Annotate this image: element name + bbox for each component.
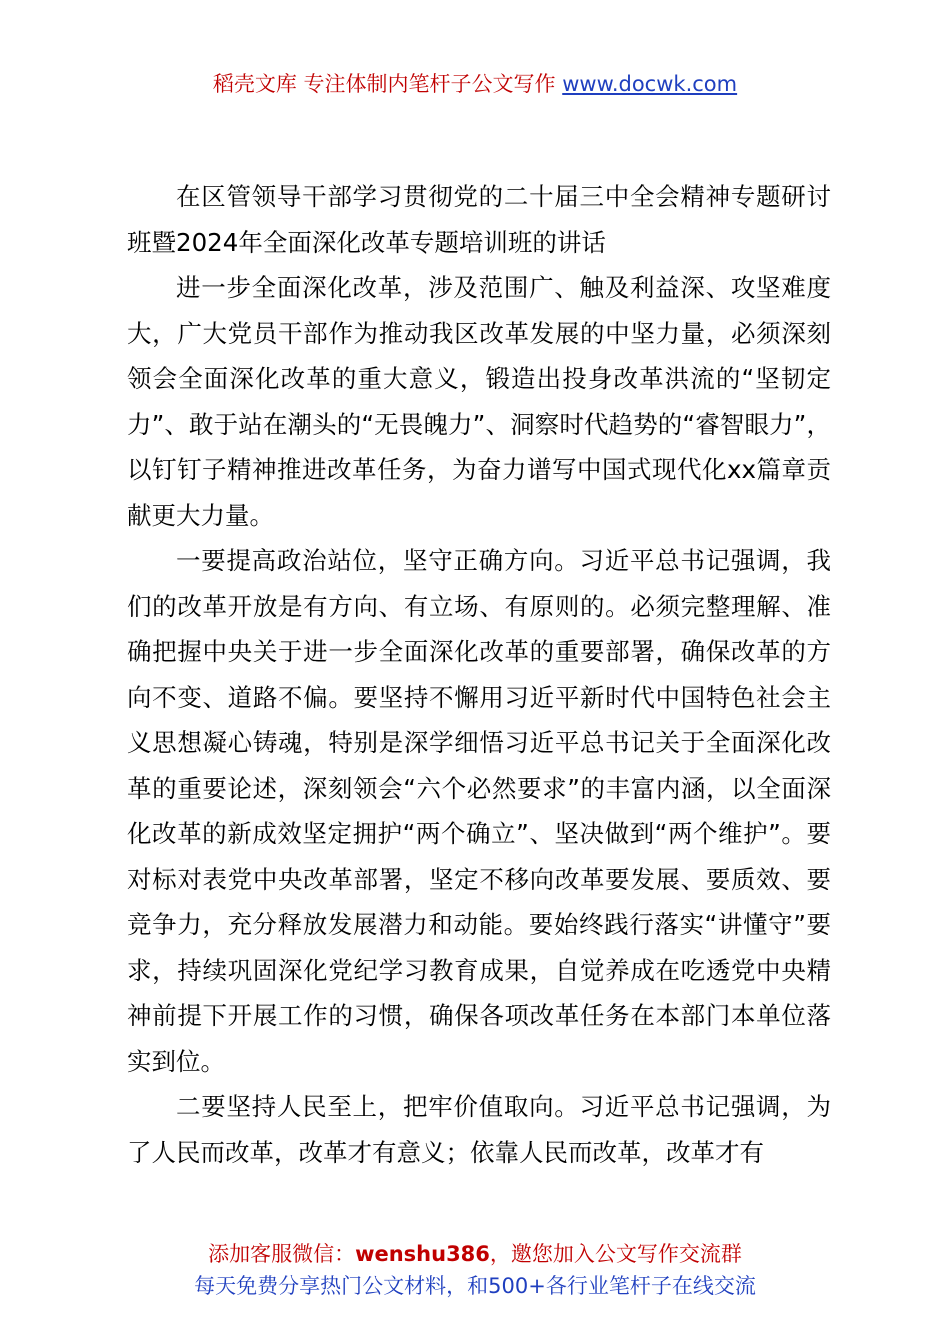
site-header <box>0 68 950 100</box>
promo-wechat-prefix: 添加客服微信： <box>208 1242 356 1266</box>
promo-line-share: 每天免费分享热门公文材料，和500+各行业笔杆子在线交流 <box>194 1274 756 1298</box>
site-url-link[interactable]: www.docwk.com <box>562 72 738 96</box>
promo-wechat-suffix: ，邀您加入公文写作交流群 <box>489 1242 742 1266</box>
site-brand-text: 稻壳文库 专注体制内笔杆子公文写作 <box>212 72 563 96</box>
paragraph-point-two: 二要坚持人民至上，把牢价值取向。习近平总书记强调，为了人民而改革，改革才有意义；依靠人民而改革，改革才有 <box>127 1092 831 1167</box>
paragraph-intro: 进一步全面深化改革，涉及范围广、触及利益深、攻坚难度大，广大党员干部作为推动我区改革发展的中坚力量，必须深刻领会全面深化改革的重大意义，锻造出投身改革洪流的“坚韧定力”、敢于站在潮头的“无畏魄力”、洞察时代趋势的“睿智眼力”，以钉钉子精神推进改革任务，为奋力谱写中国式现代化xx篇章贡献更大力量。 <box>127 273 831 530</box>
paragraph-point-one: 一要提高政治站位，坚守正确方向。习近平总书记强调，我们的改革开放是有方向、有立场、有原则的。必须完整理解、准确把握中央关于进一步全面深化改革的重要部署，确保改革的方向不变、道路不偏。要坚持不懈用习近平新时代中国特色社会主义思想凝心铸魂，特别是深学细悟习近平总书记关于全面深化改革的重要论述，深刻领会“六个必然要求”的丰富内涵，以全面深化改革的新成效坚定拥护“两个确立”、坚决做到“两个维护”。要对标对表党中央改革部署，坚定不移向改革要发展、要质效、要竞争力，充分释放发展潜力和动能。要始终践行落实“讲懂守”要求，持续巩固深化党纪学习教育成果，自觉养成在吃透党中央精神前提下开展工作的习惯，确保各项改革任务在本部门本单位落实到位。 <box>127 546 831 1076</box>
document-title: 在区管领导干部学习贯彻党的二十届三中全会精神专题研讨班暨2024年全面深化改革专题培训班的讲话 <box>127 182 831 257</box>
document-body <box>127 174 831 1175</box>
promo-line-wechat <box>0 1238 950 1270</box>
promo-footer <box>0 1238 950 1302</box>
wechat-id: wenshu386 <box>355 1242 490 1266</box>
